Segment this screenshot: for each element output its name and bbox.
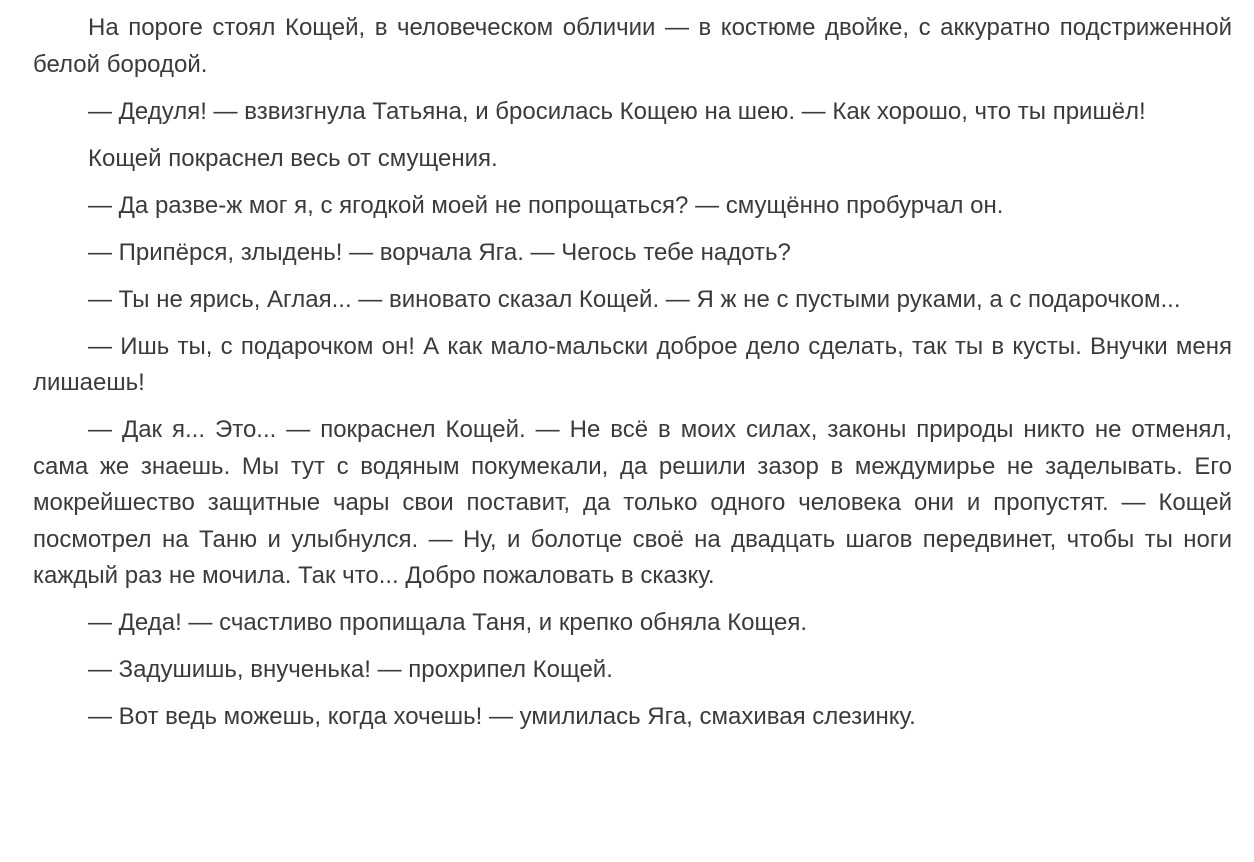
paragraph-7: — Ишь ты, с подарочком он! А как мало-мальски доброе дело сделать, так ты в кусты. Внучки меня лишаешь! bbox=[33, 332, 1232, 396]
paragraph-2: — Дедуля! — взвизгнула Татьяна, и бросилась Кощею на шею. — Как хорошо, что ты пришёл! bbox=[88, 97, 1146, 125]
paragraph-11: — Вот ведь можешь, когда хочешь! — умилилась Яга, смахивая слезинку. bbox=[88, 703, 916, 730]
paragraph-6: — Ты не ярись, Аглая... — виновато сказал Кощей. — Я ж не с пустыми руками, а с подарочком... bbox=[88, 285, 1181, 313]
paragraph-8: — Дак я... Это... — покраснел Кощей. — Не всё в моих силах, законы природы никто не отменял, сама же знаешь. Мы тут с водяным покумекали, да решили зазор в междумирье не заделывать. Его мокрейшество защитные чары свои поставит, да только одного человека они и пропустят. — Кощей посмотрел на Таню и улыбнулся. — Ну, и болотце своё на двадцать шагов передвинет, чтобы ты ноги каждый раз не мочила. Так что... Добро пожаловать в сказку. bbox=[33, 416, 1232, 589]
paragraph-4: — Да разве-ж мог я, с ягодкой моей не попрощаться? — смущённо пробурчал он. bbox=[88, 191, 1004, 219]
paragraph-9: — Деда! — счастливо пропищала Таня, и крепко обняла Кощея. bbox=[88, 609, 808, 636]
paragraph-10: — Задушишь, внученька! — прохрипел Кощей. bbox=[88, 656, 613, 683]
paragraph-1: На пороге стоял Кощей, в человеческом обличии — в костюме двойке, с аккуратно подстриженной белой бородой. bbox=[33, 14, 1232, 78]
paragraph-5: — Припёрся, злыдень! — ворчала Яга. — Чегось тебе надоть? bbox=[88, 238, 791, 266]
paragraph-3: Кощей покраснел весь от смущения. bbox=[88, 144, 498, 172]
